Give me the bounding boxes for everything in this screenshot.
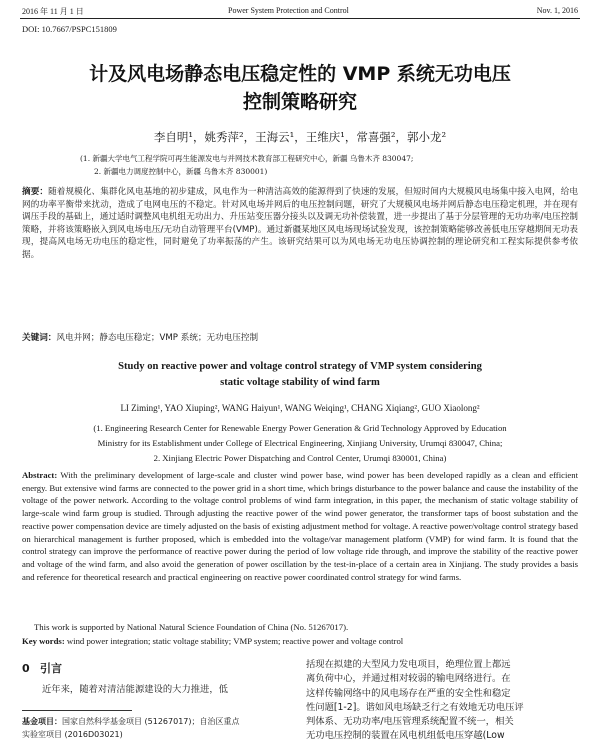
title-en-line2: static voltage stability of wind farm bbox=[220, 377, 380, 388]
left-column bbox=[22, 660, 292, 696]
funding-cn-label: 基金项目： bbox=[22, 717, 62, 726]
section-title: 引言 bbox=[40, 662, 62, 675]
keywords-en bbox=[22, 636, 578, 646]
affiliations-en bbox=[30, 421, 570, 466]
authors-en: LI Ziming¹, YAO Xiuping², WANG Haiyun¹, WANG Weiqing¹, CHANG Xiqiang², GUO Xiaolong² bbox=[120, 403, 480, 413]
abstract-en bbox=[22, 469, 578, 583]
keywords-cn-text: 风电并网；静态电压稳定；VMP 系统；无功电压控制 bbox=[56, 333, 259, 343]
intro-right-line: 括现在拟建的大型风力发电项目，绝理位置上都远 bbox=[306, 659, 511, 670]
abstract-cn-label: 摘要： bbox=[22, 187, 49, 197]
affiliation-cn-2: 2. 新疆电力调度控制中心，新疆 乌鲁木齐 830001) bbox=[94, 167, 268, 176]
affiliation-en-3: 2. Xinjiang Electric Power Dispatching and Control Center, Urumqi 830001, China) bbox=[153, 453, 447, 463]
affiliation-cn-1: (1. 新疆大学电气工程学院可再生能源发电与并网技术教育部工程研究中心，新疆 乌鲁木齐 830047; bbox=[80, 154, 414, 163]
title-cn bbox=[30, 60, 570, 116]
keywords-en-label: Key words: bbox=[22, 636, 65, 646]
affiliations-cn bbox=[80, 152, 550, 178]
abstract-cn bbox=[22, 186, 578, 262]
title-en bbox=[30, 359, 570, 391]
header-divider bbox=[20, 18, 580, 19]
footnote-divider bbox=[22, 710, 132, 711]
funding-cn-line1: 国家自然科学基金项目 (51267017)；自治区重点 bbox=[62, 717, 240, 726]
funding-cn-line2: 实验室项目 (2016D03021) bbox=[22, 730, 123, 739]
intro-right-line: 这样传输网络中的风电场存在严重的安全性和稳定 bbox=[306, 687, 511, 699]
running-header bbox=[22, 6, 578, 18]
header-date-en: Nov. 1, 2016 bbox=[536, 6, 578, 15]
intro-paragraph-left: 近年来，随着对清洁能源建设的大力推进，低 bbox=[42, 684, 228, 695]
keywords-cn-label: 关键词： bbox=[22, 333, 57, 343]
section-heading bbox=[22, 660, 292, 678]
doi: DOI: 10.7667/PSPC151809 bbox=[22, 24, 117, 34]
header-journal: Power System Protection and Control bbox=[228, 6, 349, 15]
abstract-cn-text: 随着规模化、集群化风电基地的初步建成，风电作为一种清洁高效的能源得到了快速的发展，但短时间内大规模风电场集中接入电网，给电网的功率平衡带来扰动，造成了电网电压的不稳定。针对风电场并网后的电压控制问题，研究了大规模风电场并网后静态电压稳定机理，并在现有调压手段的基础上，通过适时调整风电机组无功出力、升压站变压器分接头以及调无功补偿装置，进一步提出了基于分层管理的无功功率/电压控制策略，并将该策略嵌入到风电场电压/无功自动管理平台(VMP)。通过新疆某地区风电场现场试验发现，该控制策略能够改善低电压穿越期间无功表现，提高风电场无功电压的稳定性，同时避免了功率振荡的产生。该研究结果可以为风电场无功电压协调控制的理论研究和工程实际提供参考依据。 bbox=[22, 187, 578, 260]
authors-cn: 李自明¹，姚秀萍²，王海云¹，王维庆¹，常喜强²，郭小龙² bbox=[153, 130, 447, 144]
intro-right-line: 离负荷中心，并通过相对较弱的输电网络进行。在 bbox=[306, 673, 511, 685]
title-cn-line2: 控制策略研究 bbox=[242, 91, 357, 113]
funding-cn bbox=[22, 715, 294, 741]
header-date: 2016 年 11 月 1 日 bbox=[22, 7, 84, 16]
intro-right-line: 无功电压控制的装置在风电机组低电压穿越(Low bbox=[306, 730, 505, 742]
abstract-en-label: Abstract: bbox=[22, 470, 58, 480]
affiliation-en-1: (1. Engineering Research Center for Renewable Energy Power Generation & Grid Technology Approved by Education bbox=[93, 423, 507, 433]
keywords-cn bbox=[22, 331, 578, 343]
title-en-line1: Study on reactive power and voltage control strategy of VMP system considering bbox=[118, 361, 482, 372]
abstract-en-text: With the preliminary development of large-scale and cluster wind power base, wind power has been developed rapidly as a clean and efficient energy. But extensive wind farms are connected to the power grid in a short time, which brings disturbance to the power balance and cause the instability of the voltage of the power network. According to the voltage control problems of wind farm integration, in this paper, the mechanism of static voltage stability of large-scale wind farm group is studied. Through adjusting the reactive power of the wind power generator, the transformer taps of boost substation and the reactive power compensation device are timely adjusted on the basis of existing adjustment method for voltage. A reactive power/voltage control strategy based on hierarchical management is further proposed, which is embedded into the voltage/var management platform (VMP) for wind farm. It is found that the control strategy can improve the performance of reactive power during the period of low voltage ride through, and improve the stability of the reactive power and voltage of the wind farm, and also avoid the generation of power oscillation by the test-in-place of a certain area in Xinjiang. The study provides a basis and reference for theoretical research and practical engineering on reactive power coordinated control strategy for wind farms. bbox=[22, 470, 579, 582]
right-column bbox=[306, 658, 578, 744]
intro-right-line: 判体系、无功功率/电压管理系统配置不统一，相关 bbox=[306, 716, 514, 728]
section-number: 0 bbox=[22, 662, 30, 675]
title-cn-line1: 计及风电场静态电压稳定性的 VMP 系统无功电压 bbox=[89, 63, 511, 85]
keywords-en-text: wind power integration; static voltage stability; VMP system; reactive power and voltage control bbox=[66, 636, 404, 646]
intro-right-line: 性问题[1-2]。谐如风电场缺乏行之有效地无功电压评 bbox=[306, 701, 524, 713]
funding-en: This work is supported by National Natural Science Foundation of China (No. 51267017). bbox=[34, 622, 349, 632]
affiliation-en-2: Ministry for its Establishment under College of Electrical Engineering, Xinjiang University, Urumqi 830047, China; bbox=[97, 438, 503, 448]
